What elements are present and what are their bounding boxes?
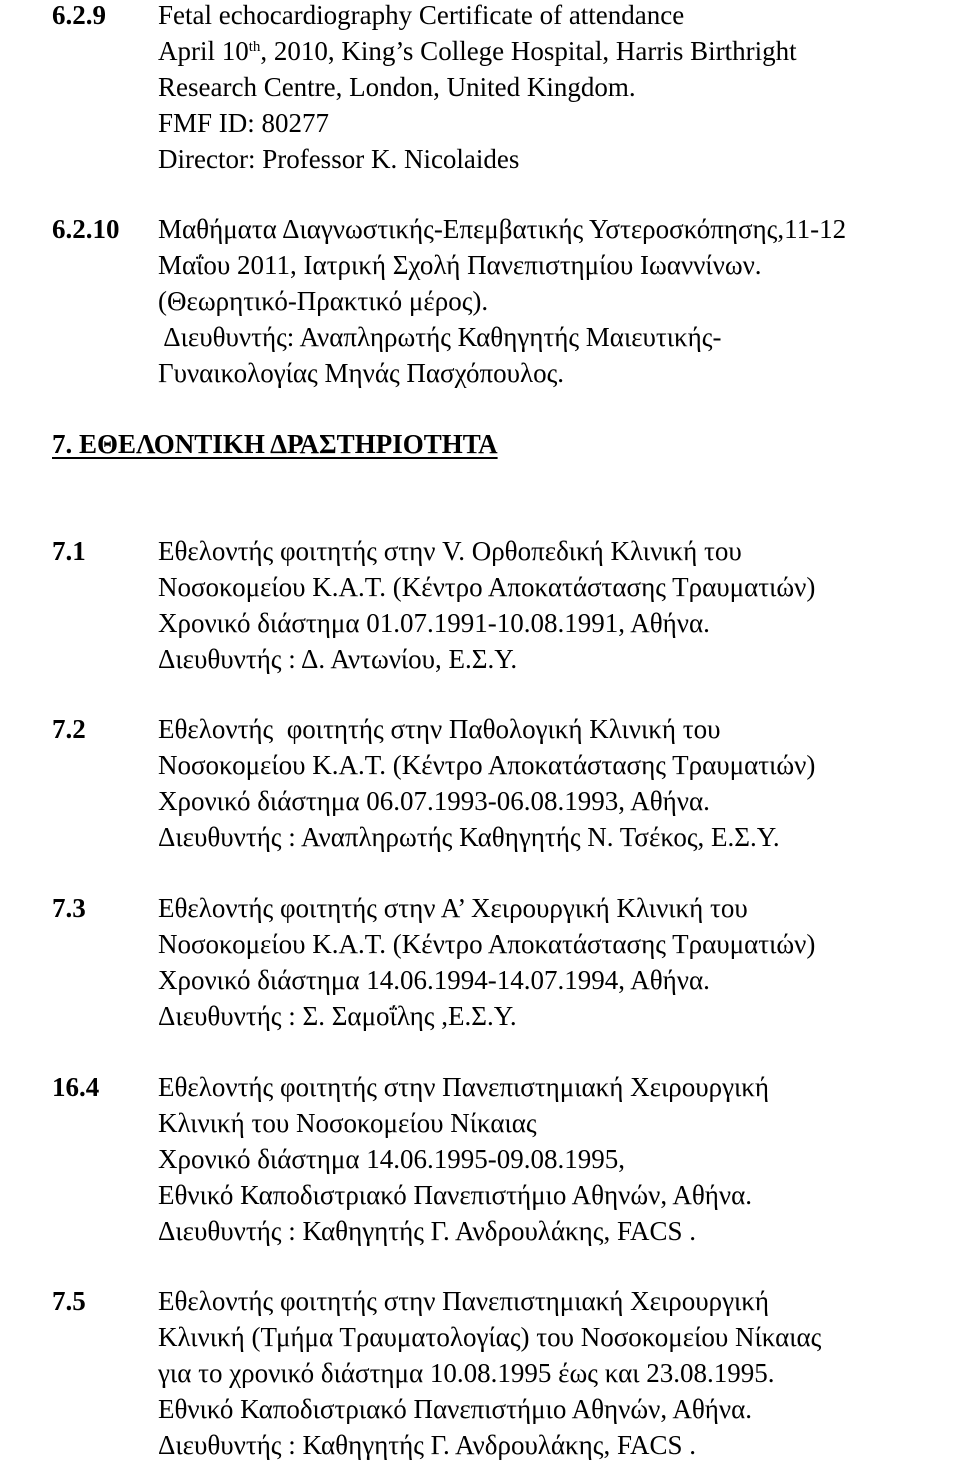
entry-line: Χρονικό διάστημα 14.06.1994-14.07.1994, Αθήνα. [158,965,710,995]
entry-line: Γυναικολογίας Μηνάς Πασχόπουλος. [158,358,565,388]
entry-text [158,890,815,1034]
entry-line: Νοσοκομείου Κ.Α.Τ. (Κέντρο Αποκατάστασης Τραυματιών) [158,572,816,602]
entry-text [158,211,846,391]
entry-line [158,33,797,69]
entry-number: 7.3 [52,893,86,923]
entry-line: Χρονικό διάστημα 14.06.1995-09.08.1995, [158,1144,625,1174]
location-text: , 2010, King’s College Hospital, Harris Birthright [260,36,797,66]
entry-line: Εθελοντής φοιτητής στην Πανεπιστημιακή Χειρουργική [158,1286,769,1316]
entry-line: Μαθήματα Διαγνωστικής-Επεμβατικής Υστεροσκόπησης,11-12 [158,214,847,244]
entry-number: 7.1 [52,536,86,566]
entry-number: 6.2.9 [52,0,106,30]
entry-line: Μαΐου 2011, Ιατρική Σχολή Πανεπιστημίου Ιωαννίνων. [158,250,762,280]
entry-number: 16.4 [52,1072,100,1102]
entry-line: Εθελοντής φοιτητής στην Πανεπιστημιακή Χειρουργική [158,1072,769,1102]
section-heading: 7. ΕΘΕΛΟΝΤΙΚΗ ΔΡΑΣΤΗΡΙΟΤΗΤΑ [52,429,498,459]
entry-line: Εθνικό Καποδιστριακό Πανεπιστήμιο Αθηνών, Αθήνα. [158,1180,752,1210]
entry-line: Νοσοκομείου Κ.Α.Τ. (Κέντρο Αποκατάστασης Τραυματιών) [158,750,816,780]
entry-line: Διευθυντής: Αναπληρωτής Καθηγητής Μαιευτικής- [158,322,722,352]
entry-line: Χρονικό διάστημα 06.07.1993-06.08.1993, Αθήνα. [158,786,710,816]
entry-line: Νοσοκομείου Κ.Α.Τ. (Κέντρο Αποκατάστασης Τραυματιών) [158,929,816,959]
entry-line: (Θεωρητικό-Πρακτικό μέρος). [158,286,489,316]
entry-line: Director: Professor K. Nicolaides [158,144,520,174]
ordinal-suffix: th [248,39,261,55]
entry-line: Κλινική (Τμήμα Τραυματολογίας) του Νοσοκομείου Νίκαιας [158,1322,822,1352]
entry-line: Εθνικό Καποδιστριακό Πανεπιστήμιο Αθηνών, Αθήνα. [158,1394,752,1424]
entry-line: Fetal echocardiography Certificate of attendance [158,0,685,30]
entry-text [158,1283,821,1463]
entry-line: FMF ID: 80277 [158,108,330,138]
entry-text [158,533,815,677]
entry-text [158,711,815,855]
entry-line: Εθελοντής φοιτητής στην Παθολογική Κλινική του [158,714,721,744]
entry-line: Διευθυντής : Δ. Αντωνίου, Ε.Σ.Υ. [158,644,518,674]
entry-line: Διευθυντής : Καθηγητής Γ. Ανδρουλάκης, FACS . [158,1216,696,1246]
entry-number: 7.2 [52,714,86,744]
entry-number: 7.5 [52,1286,86,1316]
entry-line: Κλινική του Νοσοκομείου Νίκαιας [158,1108,537,1138]
entry-number: 6.2.10 [52,214,120,244]
entry-line: Research Centre, London, United Kingdom. [158,72,636,102]
entry-text [158,1069,769,1249]
entry-line: Εθελοντής φοιτητής στην Α’ Χειρουργική Κλινική του [158,893,748,923]
entry-line: Εθελοντής φοιτητής στην V. Ορθοπεδική Κλινική του [158,536,742,566]
entry-line: Διευθυντής : Αναπληρωτής Καθηγητής Ν. Τσέκος, Ε.Σ.Υ. [158,822,780,852]
entry-line: Χρονικό διάστημα 01.07.1991-10.08.1991, Αθήνα. [158,608,710,638]
entry-text [158,0,797,177]
entry-line: Διευθυντής : Καθηγητής Γ. Ανδρουλάκης, FACS . [158,1430,696,1460]
entry-line: Διευθυντής : Σ. Σαμοΐλης ,Ε.Σ.Υ. [158,1001,517,1031]
entry-line: για το χρονικό διάστημα 10.08.1995 έως και 23.08.1995. [158,1358,775,1388]
date-text: April 10 [158,36,249,66]
